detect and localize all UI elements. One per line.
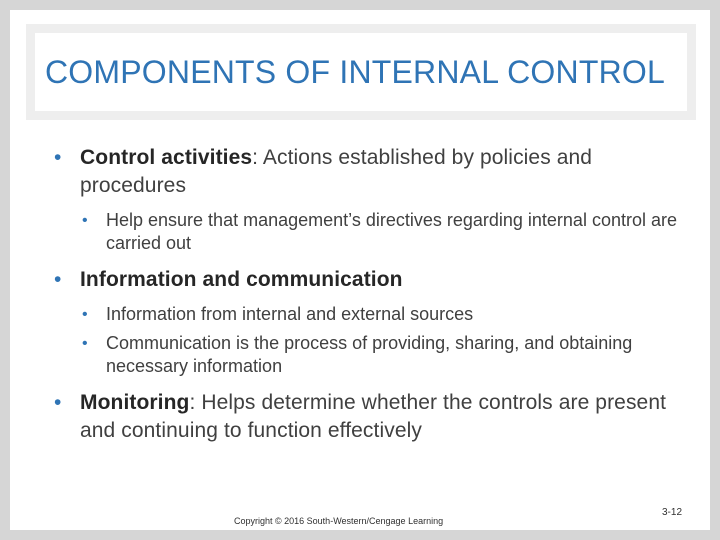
bullet-dot: • bbox=[82, 335, 88, 352]
sub-bullet-management-directives bbox=[54, 209, 694, 255]
sub-bullet-text: Help ensure that management’s directives regarding internal control are carried out bbox=[106, 210, 677, 253]
bullet-text: Actions established by policies and procedures bbox=[80, 146, 593, 197]
slide bbox=[10, 10, 710, 530]
sub-bullet-information-sources bbox=[54, 303, 694, 326]
bullet-sep: : bbox=[189, 391, 196, 414]
sub-bullet-text: Communication is the process of providing, sharing, and obtaining necessary information bbox=[106, 333, 633, 376]
bullet-lead: Monitoring bbox=[80, 391, 190, 414]
bullet-monitoring bbox=[54, 389, 694, 445]
slide-body bbox=[54, 144, 694, 445]
bullet-control-activities bbox=[54, 144, 694, 200]
bullet-lead: Information and communication bbox=[80, 268, 403, 291]
bullet-dot: • bbox=[82, 306, 88, 323]
page-number: 3-12 bbox=[662, 507, 683, 518]
bullet-lead: Control activities bbox=[80, 146, 253, 169]
sub-bullet-text: Information from internal and external sources bbox=[106, 304, 474, 324]
bullet-dot: • bbox=[54, 268, 62, 291]
bullet-dot: • bbox=[54, 146, 62, 169]
bullet-information-communication bbox=[54, 266, 694, 294]
bullet-dot: • bbox=[82, 212, 88, 229]
title-box bbox=[35, 33, 687, 111]
bullet-text: Helps determine whether the controls are present and continuing to function effectively bbox=[80, 391, 667, 442]
title-band bbox=[26, 24, 696, 120]
bullet-sep: : bbox=[252, 146, 259, 169]
bullet-dot: • bbox=[54, 391, 62, 414]
slide-title: COMPONENTS OF INTERNAL CONTROL bbox=[45, 53, 665, 90]
sub-bullet-communication-process bbox=[54, 332, 694, 378]
copyright-footer: Copyright © 2016 South-Western/Cengage Learning bbox=[234, 516, 444, 526]
